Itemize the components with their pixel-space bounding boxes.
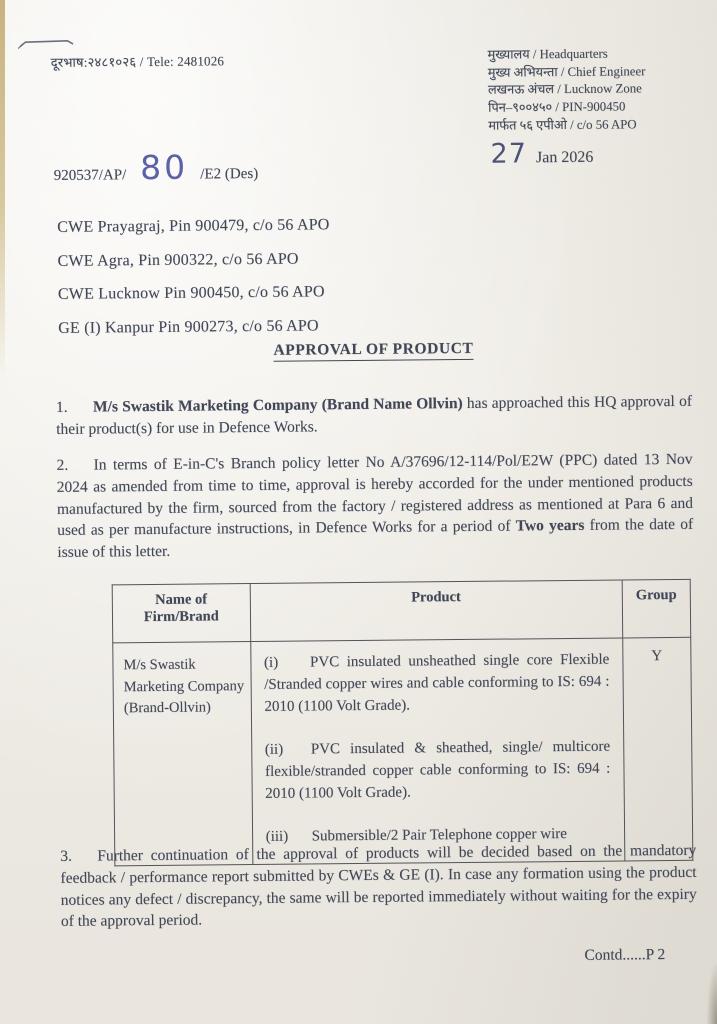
printed-month-year: Jan 2026 xyxy=(535,148,594,167)
telephone-line: दूरभाष:२४८१०२६ / Tele: 2481026 xyxy=(50,53,225,70)
cell-group: Y xyxy=(623,637,693,861)
paragraph-number: 3. xyxy=(60,847,72,865)
reference-suffix: /E2 (Des) xyxy=(200,165,259,183)
product-text: PVC insulated & sheathed, single/ multicore flexible/stranded copper cable conforming to IS: 694 : 2010 (1100 Volt Grade). xyxy=(264,738,611,802)
handwritten-serial-number: 80 xyxy=(140,147,189,188)
header-firm-brand: Name of Firm/Brand xyxy=(112,584,250,643)
reference-number xyxy=(54,147,259,188)
paragraph-text: has approached this HQ approval of their product(s) for use in Defence Works. xyxy=(56,392,693,438)
cell-products xyxy=(250,638,624,865)
hq-line: लखनऊ अंचल / Lucknow Zone xyxy=(487,81,642,98)
paragraph-text: from the date of issue of this letter. xyxy=(57,516,694,562)
table-row xyxy=(113,637,693,866)
firm-name-bold: M/s Swastik Marketing Company (Brand Name Ollvin) xyxy=(92,394,463,416)
paragraph-2 xyxy=(56,449,693,564)
addressee-line: CWE Lucknow Pin 900450, c/o 56 APO xyxy=(57,283,325,303)
hq-line: पिन–९००४५० / PIN-900450 xyxy=(488,99,626,115)
paragraph-1 xyxy=(56,391,692,441)
product-text: Submersible/2 Pair Telephone copper wire xyxy=(311,826,568,845)
paragraph-number: 2. xyxy=(56,456,69,474)
product-label: (iii) xyxy=(265,828,289,845)
product-label: (i) xyxy=(263,654,279,671)
hq-line: मुख्यालय / Headquarters xyxy=(487,46,608,62)
validity-period-bold: Two years xyxy=(515,517,585,535)
addressee-line: CWE Agra, Pin 900322, c/o 56 APO xyxy=(57,250,299,270)
continuation-note: Contd......P 2 xyxy=(584,946,666,964)
paragraph-text: Further continuation of the approval of products will be decided based on the mandatory feedback / performance report submitted by CWEs & GE (I). In case any formation using the product notices any defect / discrepancy, the same will be reported immediately without waiting for the expiry of the approval period. xyxy=(60,841,697,931)
handwritten-day: 27 xyxy=(490,138,528,170)
hq-line: मुख्य अभियन्ता / Chief Engineer xyxy=(487,63,646,80)
product-text: PVC insulated unsheathed single core Flexible /Stranded copper wires and cable conforming to IS: 694 : 2010 (1100 Volt Grade). xyxy=(264,651,610,715)
reference-prefix: 920537/AP/ xyxy=(53,167,127,184)
document-title: APPROVAL OF PRODUCT xyxy=(273,340,473,362)
paragraph-text: In terms of E-in-C's Branch policy letter No A/37696/12-114/Pol/E2W (PPC) dated 13 Nov 2024 as amended from time to time, approval is hereby accorded for the under mentioned products manufactured by the firm, sourced from the factory / registered address as mentioned at Para 6 and used as per manufacture instructions, in Defence Works for a period of xyxy=(56,450,694,540)
cell-firm-brand: M/s Swastik Marketing Company (Brand-Ollvin) xyxy=(113,642,253,866)
paragraph-number: 1. xyxy=(55,398,68,416)
addressee-line: CWE Prayagraj, Pin 900479, c/o 56 APO xyxy=(57,216,330,236)
approved-products-table xyxy=(112,579,694,867)
product-item xyxy=(265,736,611,805)
header-product: Product xyxy=(250,580,623,642)
product-item xyxy=(264,649,610,718)
table-header-row xyxy=(112,579,691,643)
paragraph-3 xyxy=(60,840,697,933)
letter-date xyxy=(490,138,593,170)
addressee-list xyxy=(57,208,331,345)
product-label: (ii) xyxy=(264,741,284,758)
addressee-line: GE (I) Kanpur Pin 900273, c/o 56 APO xyxy=(58,316,319,337)
hq-line: मार्फत ५६ एपीओ / c/o 56 APO xyxy=(488,117,637,133)
header-group: Group xyxy=(622,579,691,638)
headquarters-address-block xyxy=(488,45,646,135)
